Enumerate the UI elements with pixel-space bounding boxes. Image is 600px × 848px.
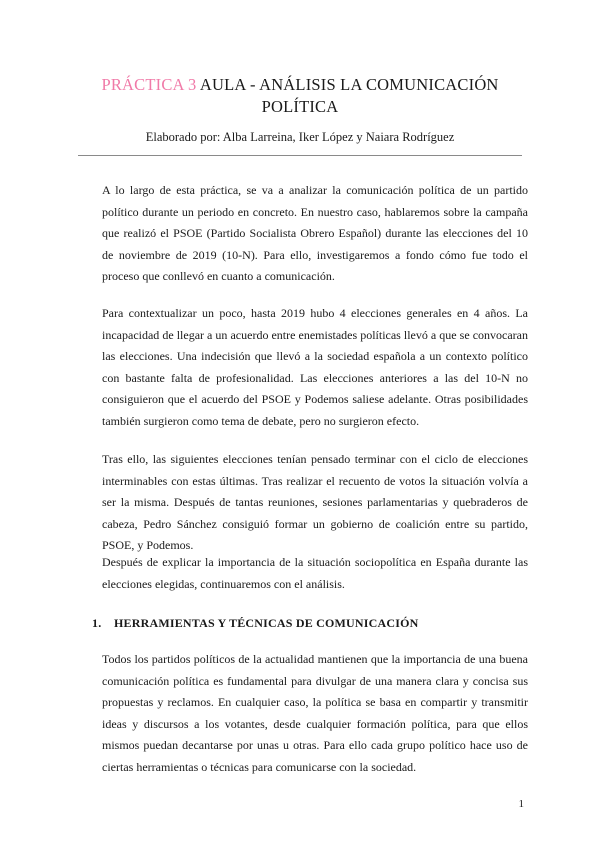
transition-paragraph: Después de explicar la importancia de la situación sociopolítica en España durante las elecciones elegidas, continuaremos con el análisis.	[102, 555, 528, 591]
context-paragraph: Para contextualizar un poco, hasta 2019 hubo 4 elecciones generales en 4 años. La incapacidad de llegar a un acuerdo entre enemistades políticas llevó a que se convocaran las elecciones. Una indecisión que llevó a la sociedad española a un contexto político con bastante falta de profesionalidad. Las elecciones anteriores a las del 10-N no consiguieron que el acuerdo del PSOE y Podemos saliese adelante. Otras posibilidades también surgieron como tema de debate, pero no surgieron efecto.	[102, 306, 528, 428]
title-line-2: POLÍTICA	[261, 97, 339, 116]
aftermath-paragraph: Tras ello, las siguientes elecciones tenían pensado terminar con el ciclo de elecciones interminables con estas últimas. Tras realizar el recuento de votos la situación volvía a ser la misma. Después de tantas reuniones, sesiones parlamentarias y quebraderos de cabeza, Pedro Sánchez consiguió formar un gobierno de coalición entre su partido, PSOE, y Podemos.	[102, 452, 528, 553]
page-title	[80, 74, 520, 118]
title-line-1: AULA - ANÁLISIS LA COMUNICACIÓN	[199, 75, 499, 94]
section-title: HERRAMIENTAS Y TÉCNICAS DE COMUNICACIÓN	[114, 616, 419, 630]
authors-line: Elaborado por: Alba Larreina, Iker López y Naiara Rodríguez	[145, 130, 455, 144]
practice-number: PRÁCTICA 3	[101, 75, 197, 94]
header-divider	[78, 155, 522, 156]
section-paragraph: Todos los partidos políticos de la actualidad mantienen que la importancia de una buena comunicación política es fundamental para divulgar de una manera clara y concisa sus propuestas y reclamos. En cualquier caso, la política se basa en compartir y transmitir ideas y discursos a los votantes, desde cualquier formación política, para que ellos mismos puedan decantarse por unas u otras. Para ello cada grupo político hace uso de ciertas herramientas o técnicas para comunicarse con la sociedad.	[102, 652, 528, 774]
section-number: 1.	[92, 616, 102, 630]
intro-paragraph: A lo largo de esta práctica, se va a analizar la comunicación política de un partido político durante un periodo en concreto. En nuestro caso, hablaremos sobre la campaña que realizó el PSOE (Partido Socialista Obrero Español) durante las elecciones del 10 de noviembre de 2019 (10-N). Para ello, investigaremos a fondo cómo fue todo el proceso que conllevó en cuanto a comunicación.	[102, 183, 528, 284]
page-number: 1	[518, 798, 524, 810]
section-heading	[92, 615, 522, 631]
